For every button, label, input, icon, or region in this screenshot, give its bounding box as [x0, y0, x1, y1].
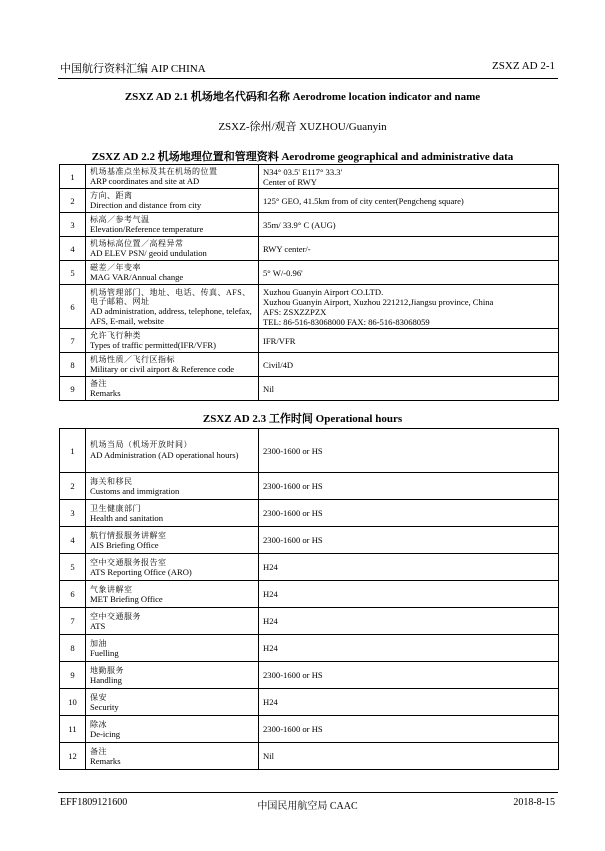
table-row [60, 165, 559, 189]
row-label: 空中交通服务报告室 ATS Reporting Office (ARO) [86, 554, 259, 581]
section-2-1-title: ZSXZ AD 2.1 机场地名代码和名称 Aerodrome location indicator and name [124, 91, 481, 103]
row-value: 2300-1600 or HS [259, 473, 559, 500]
row-value: H24 [259, 635, 559, 662]
row-label: 机场标高位置／高程异常 AD ELEV PSN/ geoid undulation [86, 237, 259, 261]
row-number: 2 [60, 473, 86, 500]
table-row [60, 429, 559, 473]
footer-publication-date: 2018-8-15 [513, 797, 555, 808]
row-number: 3 [60, 213, 86, 237]
row-value: Civil/4D [259, 353, 559, 377]
table-row [60, 377, 559, 401]
row-label: 气象讲解室 MET Briefing Office [86, 581, 259, 608]
row-number: 1 [60, 429, 86, 473]
header-publication: 中国航行资料汇编 AIP CHINA [60, 63, 206, 75]
table-row [60, 500, 559, 527]
row-number: 2 [60, 189, 86, 213]
row-number: 9 [60, 662, 86, 689]
row-value: H24 [259, 608, 559, 635]
row-number: 8 [60, 635, 86, 662]
row-label: 标高／参考气温 Elevation/Reference temperature [86, 213, 259, 237]
row-number: 9 [60, 377, 86, 401]
table-row [60, 662, 559, 689]
row-value: 5° W/-0.96' [259, 261, 559, 285]
row-value: H24 [259, 689, 559, 716]
row-number: 6 [60, 581, 86, 608]
row-label: 地勤服务 Handling [86, 662, 259, 689]
row-value: H24 [259, 554, 559, 581]
table-row [60, 285, 559, 329]
footer-effective-date: EFF1809121600 [60, 797, 128, 808]
table-row [60, 261, 559, 285]
row-label: 空中交通服务 ATS [86, 608, 259, 635]
row-label: 备注 Remarks [86, 377, 259, 401]
row-label: 加油 Fuelling [86, 635, 259, 662]
row-label: 允许飞行种类 Types of traffic permitted(IFR/VFR) [86, 329, 259, 353]
operational-hours-table [59, 428, 559, 770]
row-value: Xuzhou Guanyin Airport CO.LTD. Xuzhou Guanyin Airport, Xuzhou 221212,Jiangsu province, China AFS: ZSXZZPZX TEL: 86-516-83068000 FAX: 86-516-83068059 [259, 285, 559, 329]
row-number: 4 [60, 237, 86, 261]
row-label: 磁差／年变率 MAG VAR/Annual change [86, 261, 259, 285]
section-2-2-title: ZSXZ AD 2.2 机场地理位置和管理资料 Aerodrome geographical and administrative data [91, 151, 514, 163]
row-label: 备注 Remarks [86, 743, 259, 770]
row-label: 保安 Security [86, 689, 259, 716]
footer-authority: 中国民用航空局 CAAC [257, 801, 358, 812]
row-label: 方向、距离 Direction and distance from city [86, 189, 259, 213]
row-number: 8 [60, 353, 86, 377]
row-label: 机场性质／飞行区指标 Military or civil airport & Reference code [86, 353, 259, 377]
row-value: IFR/VFR [259, 329, 559, 353]
row-value: N34° 03.5' E117° 33.3' Center of RWY [259, 165, 559, 189]
row-number: 7 [60, 329, 86, 353]
table-row [60, 554, 559, 581]
header-page-ref: ZSXZ AD 2-1 [492, 60, 555, 72]
row-label: 机场管理部门、地址、电话、传真、AFS、电子邮箱、网址 AD administration, address, telephone, telefax, AFS, E-mail, website [86, 285, 259, 329]
row-number: 5 [60, 261, 86, 285]
row-label: 航行情报服务讲解室 AIS Briefing Office [86, 527, 259, 554]
row-value: 2300-1600 or HS [259, 527, 559, 554]
row-number: 5 [60, 554, 86, 581]
row-label: 机场当局（机场开放时间） AD Administration (AD operational hours) [86, 429, 259, 473]
row-number: 12 [60, 743, 86, 770]
row-number: 10 [60, 689, 86, 716]
row-number: 11 [60, 716, 86, 743]
table-row [60, 608, 559, 635]
row-value: RWY center/- [259, 237, 559, 261]
row-value: 2300-1600 or HS [259, 429, 559, 473]
row-number: 4 [60, 527, 86, 554]
row-label: 除冰 De-icing [86, 716, 259, 743]
row-number: 6 [60, 285, 86, 329]
row-value: 2300-1600 or HS [259, 716, 559, 743]
section-2-3-title: ZSXZ AD 2.3 工作时间 Operational hours [202, 413, 403, 425]
row-value: 2300-1600 or HS [259, 500, 559, 527]
table-row [60, 473, 559, 500]
header-divider [58, 78, 558, 79]
row-value: Nil [259, 743, 559, 770]
table-row [60, 689, 559, 716]
table-row [60, 329, 559, 353]
row-number: 1 [60, 165, 86, 189]
geo-admin-table [59, 164, 559, 401]
table-row [60, 743, 559, 770]
row-value: 35m/ 33.9° C (AUG) [259, 213, 559, 237]
row-label: 卫生健康部门 Health and sanitation [86, 500, 259, 527]
table-row [60, 527, 559, 554]
page-header [60, 60, 555, 76]
table-row [60, 213, 559, 237]
row-value: Nil [259, 377, 559, 401]
table-row [60, 716, 559, 743]
row-value: 125° GEO, 41.5km from of city center(Pengcheng square) [259, 189, 559, 213]
table-row [60, 635, 559, 662]
row-value: H24 [259, 581, 559, 608]
row-label: 海关和移民 Customs and immigration [86, 473, 259, 500]
table-row [60, 189, 559, 213]
row-value: 2300-1600 or HS [259, 662, 559, 689]
row-label: 机场基准点坐标及其在机场的位置 ARP coordinates and site at AD [86, 165, 259, 189]
aerodrome-name: ZSXZ-徐州/观音 XUZHOU/Guanyin [218, 121, 387, 133]
footer-divider [58, 792, 558, 793]
row-number: 7 [60, 608, 86, 635]
row-number: 3 [60, 500, 86, 527]
table-row [60, 353, 559, 377]
table-row [60, 581, 559, 608]
table-row [60, 237, 559, 261]
